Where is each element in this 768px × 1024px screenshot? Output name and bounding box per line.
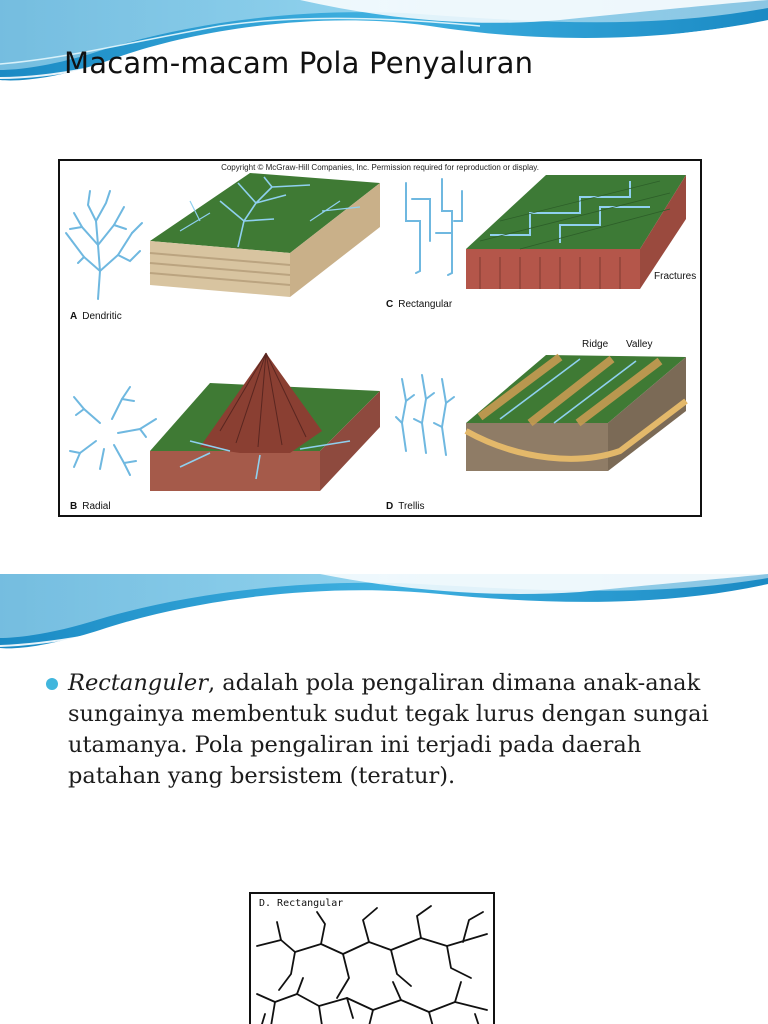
rectangular-block-diagram — [466, 175, 686, 289]
bullet-item-rectanguler — [46, 668, 736, 792]
figure-copyright: Copyright © McGraw-Hill Companies, Inc. Permission required for reproduction or display. — [221, 163, 539, 172]
figure-illustration — [60, 161, 700, 515]
rectangular-sketch-figure — [249, 892, 495, 1024]
bullet-text — [68, 668, 736, 792]
term-definition: , adalah pola pengaliran dimana anak-anak sungainya membentuk sudut tegak lurus dengan sungai utamanya. Pola pengaliran ini terjadi pada daerah patahan yang bersistem (teratur). — [68, 670, 709, 789]
dendritic-block-diagram — [150, 173, 380, 297]
panel-label-b: B Radial — [70, 501, 111, 512]
drainage-patterns-figure — [58, 159, 702, 517]
radial-volcano-block-diagram — [150, 353, 380, 491]
slide-2 — [0, 574, 768, 1024]
bullet-dot-icon — [46, 678, 58, 690]
slide-title: Macam-macam Pola Penyaluran — [64, 46, 534, 80]
dendritic-map-sketch — [66, 191, 142, 299]
panel-label-c: C Rectangular — [386, 299, 453, 310]
radial-map-sketch — [70, 387, 156, 475]
header-wave-decoration-2 — [0, 574, 768, 664]
trellis-map-sketch — [396, 375, 454, 455]
fractures-callout: Fractures — [654, 271, 697, 282]
panel-label-a: A Dendritic — [70, 311, 122, 322]
term-rectanguler: Rectanguler — [68, 670, 208, 696]
ridge-callout: Ridge — [582, 339, 609, 350]
panel-label-d: D Trellis — [386, 501, 425, 512]
rectangular-drainage-sketch — [251, 894, 493, 1024]
sketch-label: D. Rectangular — [259, 898, 344, 909]
trellis-ridge-valley-block-diagram — [466, 355, 686, 471]
valley-callout: Valley — [626, 339, 653, 350]
rectangular-map-sketch — [406, 179, 462, 275]
